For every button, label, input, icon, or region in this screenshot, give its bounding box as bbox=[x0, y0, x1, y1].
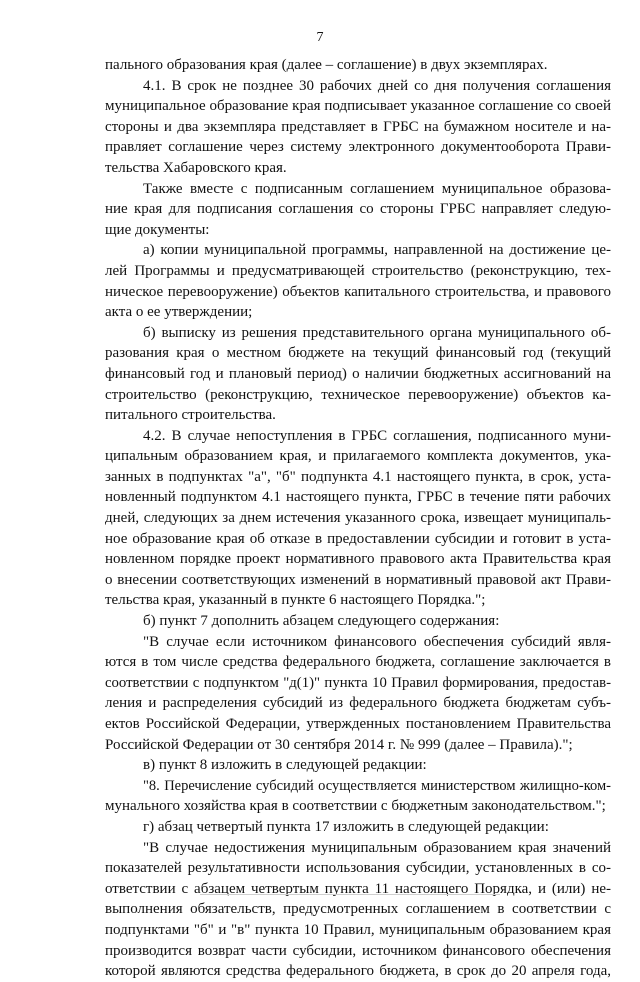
text-line: ципальным образованием края, и прилагаемого комплекта документов, ука- bbox=[105, 448, 611, 465]
text-line: муниципальное образование края подписывает указанное соглашение со своей bbox=[105, 98, 611, 115]
scan-edge-line bbox=[200, 894, 500, 895]
text-line: мунального хозяйства края в соответствии с бюджетным законодательством."; bbox=[105, 798, 606, 815]
text-line: ное образование края об отказе в предоставлении субсидии и готовит в уста- bbox=[105, 530, 611, 547]
text-line: ническое перевооружение) объектов капитального строительства, и правового bbox=[105, 283, 611, 300]
text-line: ления и распределения субсидий из федерального бюджета бюджетам субъ- bbox=[105, 695, 611, 712]
text-line: о внесении соответствующих изменений в нормативный правовой акт Прави- bbox=[105, 571, 611, 588]
text-line: б) выписку из решения представительного органа муниципального об- bbox=[143, 324, 611, 341]
text-line: в) пункт 8 изложить в следующей редакции: bbox=[143, 757, 427, 774]
text-line: "В случае если источником финансового обеспечения субсидий явля- bbox=[143, 633, 611, 650]
body-text bbox=[105, 55, 611, 982]
text-line: показателей результативности использования субсидии, установленных в со- bbox=[105, 860, 611, 877]
text-line: ответствии с абзацем четвертым пункта 11 настоящего Порядка, и (или) не- bbox=[105, 880, 611, 897]
text-line: г) абзац четвертый пункта 17 изложить в следующей редакции: bbox=[143, 818, 549, 835]
text-line: а) копии муниципальной программы, направленной на достижение це- bbox=[143, 242, 611, 259]
text-line: производится возврат части субсидии, источником финансового обеспечения bbox=[105, 942, 611, 959]
text-line: тельства Хабаровского края. bbox=[105, 159, 287, 176]
text-line: ются в том числе средства федерального бюджета, соглашение заключается в bbox=[105, 654, 611, 671]
text-line: строительство (реконструкцию, техническое перевооружение) объектов ка- bbox=[105, 386, 611, 403]
text-line: пального образования края (далее – соглашение) в двух экземплярах. bbox=[105, 57, 548, 73]
text-line: подпунктами "б" и "в" пункта 10 Правил, муниципальным образованием края bbox=[105, 921, 611, 938]
text-line: тельства края, указанный в пункте 6 настоящего Порядка."; bbox=[105, 592, 486, 609]
text-line: щие документы: bbox=[105, 221, 210, 238]
text-line: разования края о местном бюджете на текущий финансовый год (текущий bbox=[105, 345, 611, 362]
text-line: финансовый год и плановый период) о наличии бюджетных ассигнований на bbox=[105, 365, 611, 382]
text-line: стороны и два экземпляра представляет в ГРБС на бумажном носителе и на- bbox=[105, 118, 611, 135]
text-line: новленный подпунктом 4.1 настоящего пункта, ГРБС в течение пяти рабочих bbox=[105, 489, 611, 506]
text-line: ектов Российской Федерации, утвержденных постановлением Правительства bbox=[105, 716, 611, 732]
text-line: 4.1. В срок не позднее 30 рабочих дней со дня получения соглашения bbox=[143, 77, 611, 94]
text-line: правляет соглашение через систему электронного документооборота Прави- bbox=[105, 139, 611, 156]
text-line: которой являются средства федерального бюджета, в срок до 20 апреля года, bbox=[105, 963, 611, 980]
text-line: новленном порядке проект нормативного правового акта Правительства края bbox=[105, 551, 611, 568]
text-line: выполнения обязательств, предусмотренных соглашением в соответствии с bbox=[105, 901, 611, 918]
text-line: питального строительства. bbox=[105, 407, 276, 424]
page-number: 7 bbox=[316, 30, 324, 45]
text-line: акта о ее утверждении; bbox=[105, 304, 253, 321]
text-line: Российской Федерации от 30 сентября 2014 г. № 999 (далее – Правила)."; bbox=[105, 736, 573, 753]
text-line: ние края для подписания соглашения со стороны ГРБС направляет следую- bbox=[105, 201, 611, 218]
text-line: Также вместе с подписанным соглашением муниципальное образова- bbox=[143, 180, 611, 197]
text-line: занных в подпунктах "а", "б" подпункта 4.1 настоящего пункта, в срок, уста- bbox=[105, 468, 611, 485]
text-line: дней, следующих за днем истечения указанного срока, извещает муниципаль- bbox=[105, 510, 611, 527]
text-line: б) пункт 7 дополнить абзацем следующего содержания: bbox=[143, 613, 500, 630]
text-line: лей Программы и предусматривающей строительство (реконструкцию, тех- bbox=[105, 262, 611, 279]
text-line: соответствии с подпунктом "д(1)" пункта 10 Правил формирования, предостав- bbox=[105, 674, 611, 691]
text-line: "8. Перечисление субсидий осуществляется министерством жилищно-ком- bbox=[143, 777, 611, 794]
text-line: "В случае недостижения муниципальным образованием края значений bbox=[143, 839, 611, 856]
text-line: 4.2. В случае непоступления в ГРБС соглашения, подписанного муни- bbox=[143, 427, 611, 444]
